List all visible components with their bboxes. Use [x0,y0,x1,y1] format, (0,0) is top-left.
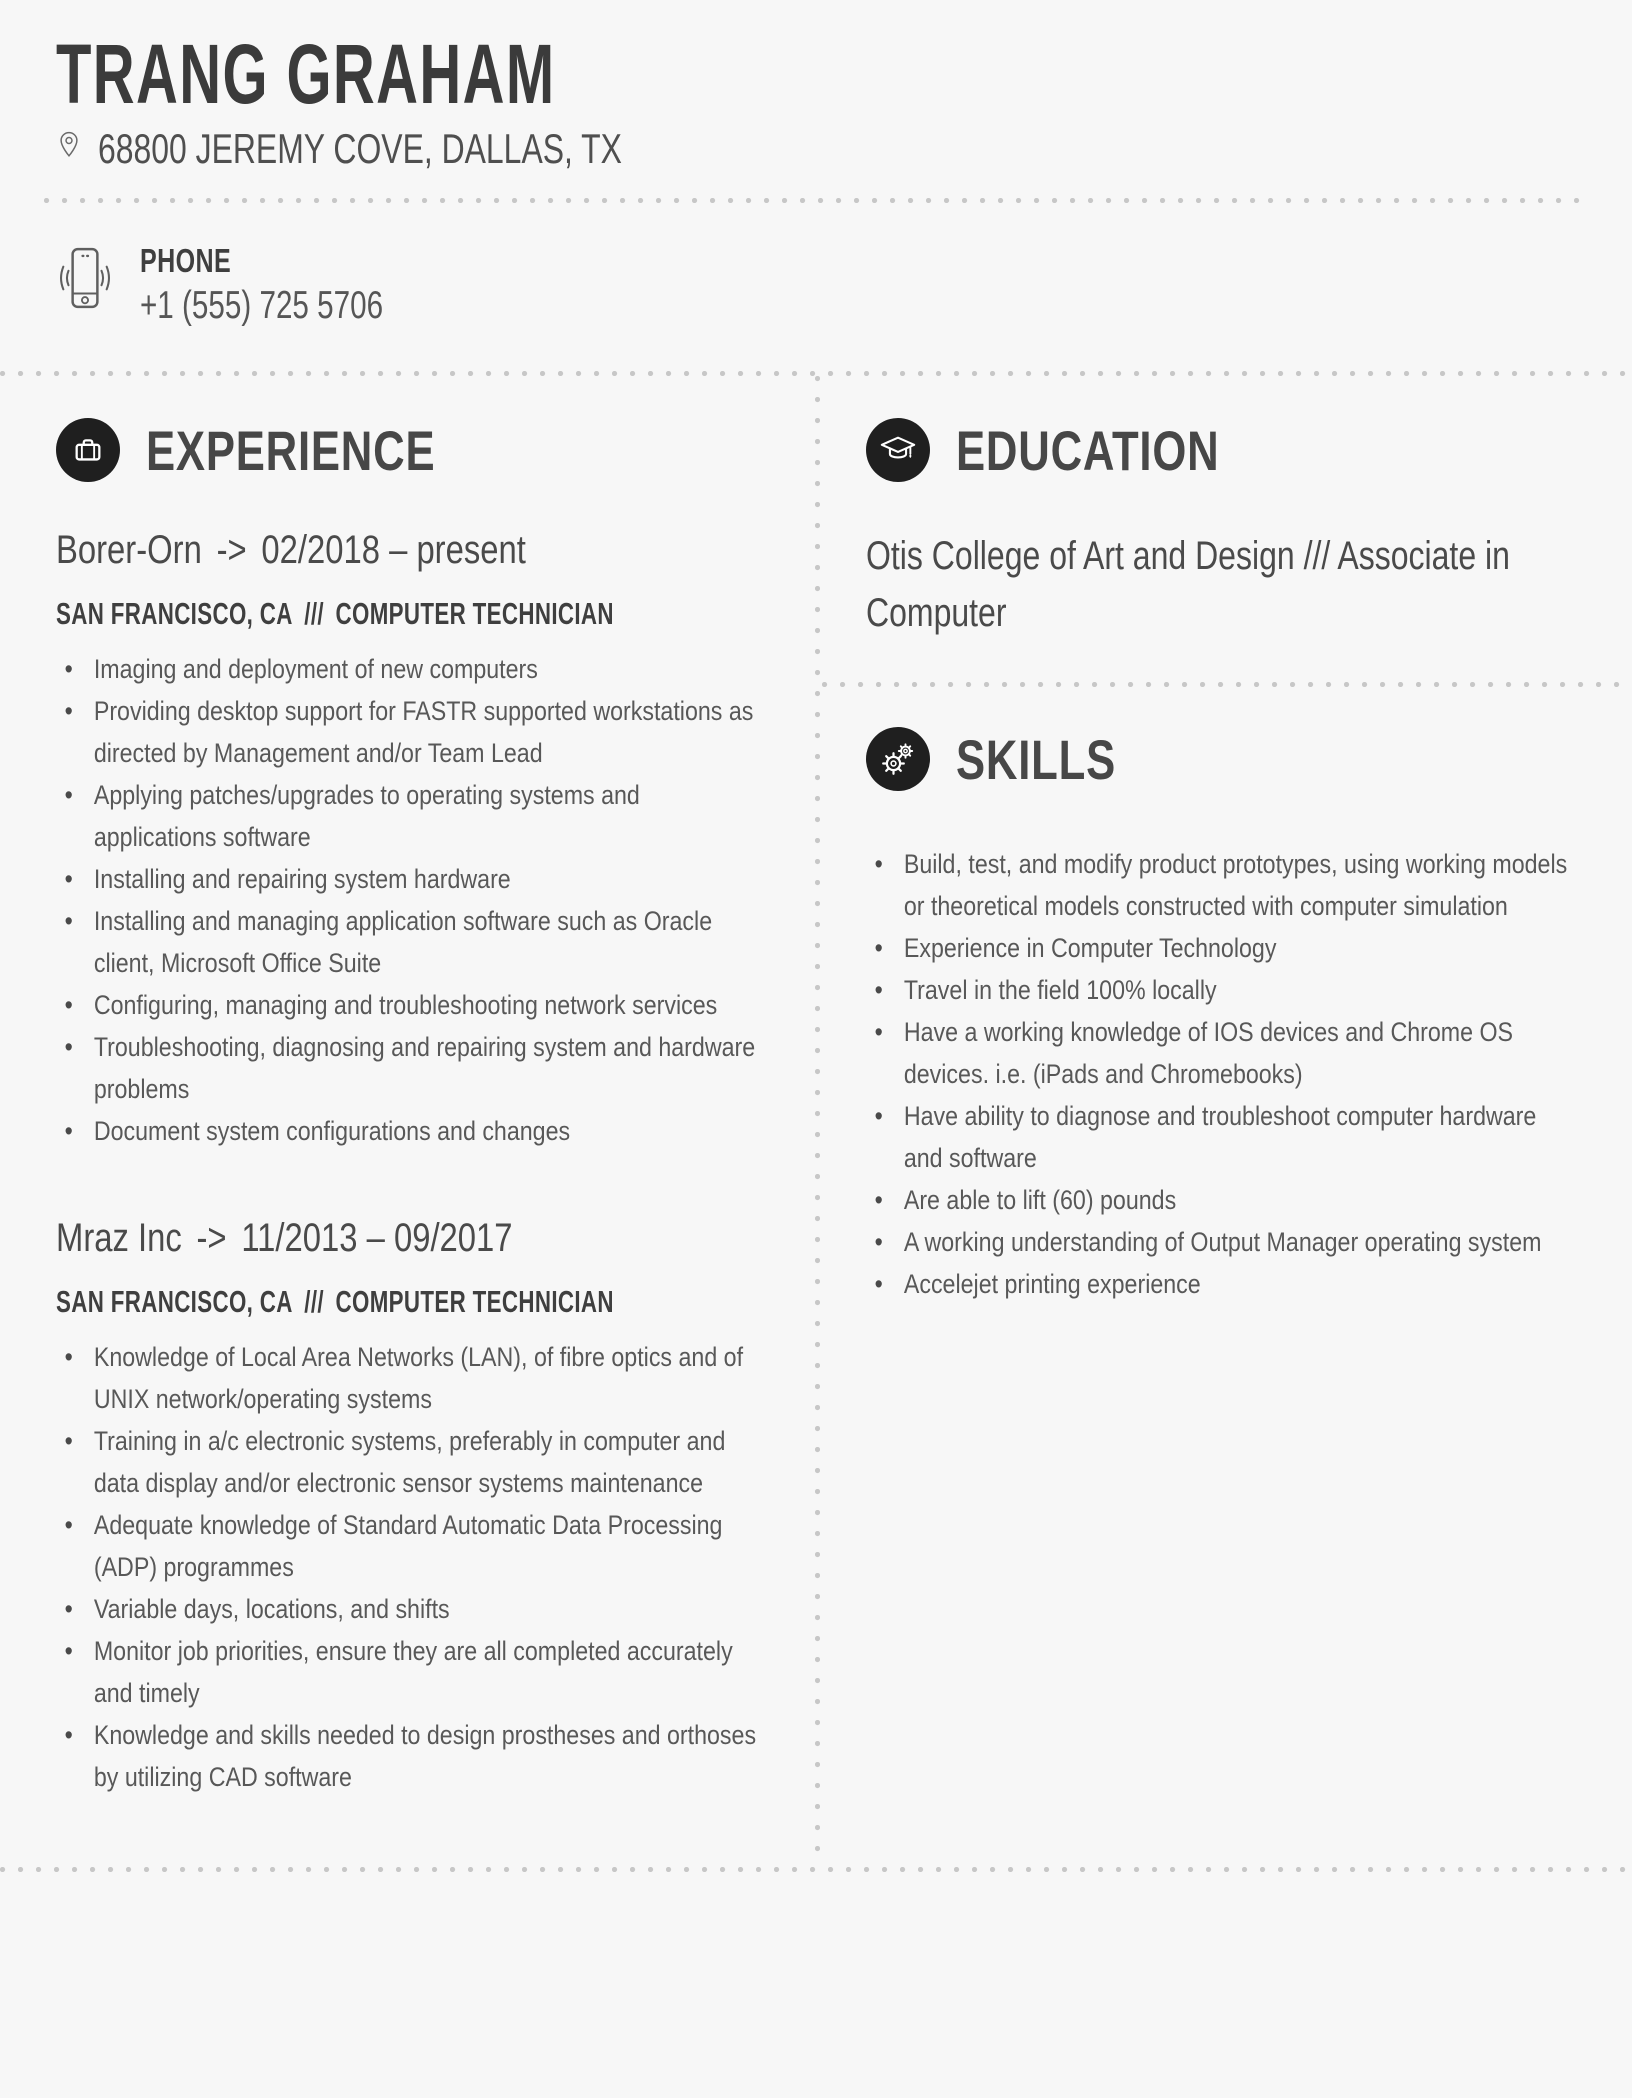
slash-separator: /// [1303,534,1331,578]
skill-bullet: • Experience in Computer Technology [866,927,1576,969]
degree-name: Associate in Computer [866,534,1510,635]
phone-text [140,243,460,327]
skill-bullet: • Travel in the field 100% locally [866,969,1576,1011]
job-subtitle-row [56,1284,768,1320]
phone-number: +1 (555) 725 5706 [140,284,384,327]
job-entry [56,1216,768,1798]
job-role: COMPUTER TECHNICIAN [335,596,614,631]
job-dates: 11/2013 – 09/2017 [241,1216,513,1260]
skills-header [866,727,1576,791]
skill-bullet: • A working understanding of Output Manager operating system [866,1221,1576,1263]
job-bullet: • Variable days, locations, and shifts [56,1588,768,1630]
job-bullet: • Providing desktop support for FASTR supported workstations as directed by Management and/or Team Lead [56,690,768,774]
job-bullet: • Configuring, managing and troubleshooting network services [56,984,768,1026]
skill-bullet: • Build, test, and modify product prototypes, using working models or theoretical models constructed with computer simulation [866,843,1576,927]
job-bullet: • Troubleshooting, diagnosing and repairing system and hardware problems [56,1026,768,1110]
company-name: Borer-Orn [56,528,202,572]
job-bullet: • Adequate knowledge of Standard Automatic Data Processing (ADP) programmes [56,1504,768,1588]
experience-column [56,376,768,1867]
smartphone-icon [56,245,114,316]
job-bullet: • Knowledge of Local Area Networks (LAN), of fibre optics and of UNIX network/operating systems [56,1336,768,1420]
job-location: SAN FRANCISCO, CA [56,1284,293,1319]
job-bullet: • Installing and managing application software such as Oracle client, Microsoft Office Suite [56,900,768,984]
education-entry [866,528,1576,642]
skill-bullet: • Are able to lift (60) pounds [866,1179,1576,1221]
job-bullet: • Document system configurations and changes [56,1110,768,1152]
company-name: Mraz Inc [56,1216,182,1260]
education-title: EDUCATION [956,418,1220,482]
job-bullet-list [56,648,768,1152]
job-dates: 02/2018 – present [261,528,526,572]
job-role: COMPUTER TECHNICIAN [335,1284,614,1319]
job-bullet: • Imaging and deployment of new computers [56,648,768,690]
slash-separator: /// [304,596,324,631]
dotted-separator-education [822,682,1632,687]
job-bullet: • Installing and repairing system hardware [56,858,768,900]
job-bullet: • Knowledge and skills needed to design prostheses and orthoses by utilizing CAD software [56,1714,768,1798]
dotted-column-divider [815,376,820,1867]
arrow-separator: -> [216,528,247,572]
job-bullet: • Training in a/c electronic systems, preferably in computer and data display and/or electronic sensor systems maintenance [56,1420,768,1504]
gears-icon [866,727,930,791]
skills-title: SKILLS [956,727,1116,791]
skills-section [866,727,1576,1305]
job-location: SAN FRANCISCO, CA [56,596,293,631]
skills-bullet-list [866,843,1576,1305]
person-name: TRANG GRAHAM [56,27,556,121]
job-title-row [56,528,768,572]
right-column [866,376,1576,1867]
job-title-row [56,1216,768,1260]
phone-label: PHONE [140,242,232,279]
experience-header [56,418,768,482]
briefcase-icon [56,418,120,482]
arrow-separator: -> [196,1216,227,1260]
address-text: 68800 JEREMY COVE, DALLAS, TX [98,125,622,172]
dotted-separator-top [44,198,1584,203]
location-pin-icon [56,127,82,172]
slash-separator: /// [304,1284,324,1319]
skill-bullet: • Accelejet printing experience [866,1263,1576,1305]
phone-block [56,243,1576,327]
job-bullet-list [56,1336,768,1798]
experience-title: EXPERIENCE [146,418,436,482]
main-columns [56,376,1576,1867]
address-row [56,126,1576,172]
graduation-cap-icon [866,418,930,482]
job-bullet: • Monitor job priorities, ensure they are all completed accurately and timely [56,1630,768,1714]
job-entry [56,528,768,1152]
education-header [866,418,1576,482]
school-name: Otis College of Art and Design [866,534,1295,578]
skill-bullet: • Have a working knowledge of IOS devices and Chrome OS devices. i.e. (iPads and Chromebooks) [866,1011,1576,1095]
dotted-separator-bottom [0,1867,1632,1872]
skill-bullet: • Have ability to diagnose and troubleshoot computer hardware and software [866,1095,1576,1179]
job-subtitle-row [56,596,768,632]
job-bullet: • Applying patches/upgrades to operating systems and applications software [56,774,768,858]
